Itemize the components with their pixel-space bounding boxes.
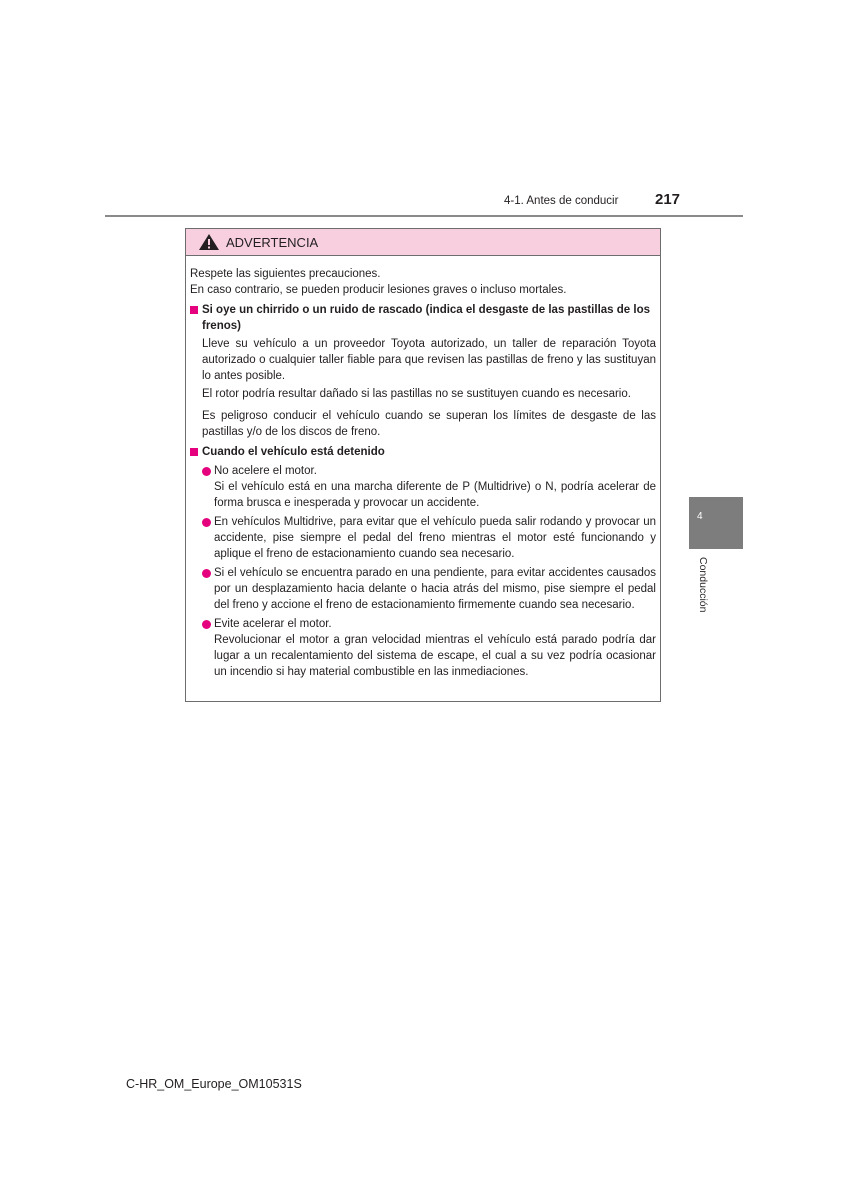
list-item: [190, 463, 656, 511]
list-item: [190, 616, 656, 680]
warning-title: ADVERTENCIA: [226, 234, 319, 250]
list-item: [190, 565, 656, 613]
page-header-section: 4-1. Antes de conducir: [504, 195, 619, 207]
brake-paragraph-1: Lleve su vehículo a un proveedor Toyota autorizado, un taller de reparación Toyota autorizado o cualquier taller fiable para que revisen las pastillas de freno y las sustituyan lo antes posible.: [202, 338, 656, 382]
bullet-line: Si el vehículo se encuentra parado en una pendiente, para evitar accidentes causados por un desplazamiento hacia delante o hacia atrás del mismo, pise siempre el pedal del freno y accione el freno de estacionamiento firmemente cuando sea necesario.: [214, 567, 656, 611]
page-number: 217: [655, 191, 681, 208]
warning-body: [186, 256, 660, 680]
list-item: [190, 514, 656, 562]
warning-box: [185, 228, 661, 702]
footer-document-code: C-HR_OM_Europe_OM10531S: [126, 1077, 302, 1091]
round-bullet-icon: [202, 569, 211, 578]
bullet-line: Revolucionar el motor a gran velocidad mientras el vehículo está parado podría dar lugar a un recalentamiento del sistema de escape, el cual a su vez podría ocasionar un incendio si hay material combustible en las inmediaciones.: [214, 634, 656, 678]
warning-triangle-icon: [198, 233, 220, 251]
section-heading-stopped: [190, 444, 656, 460]
brake-paragraph-3: Es peligroso conducir el vehículo cuando se superan los límites de desgaste de las pastillas y/o de los discos de freno.: [202, 410, 656, 438]
section-heading-brake-noise: [190, 302, 656, 334]
warning-intro-2: En caso contrario, se pueden producir lesiones graves o incluso mortales.: [190, 284, 567, 296]
bullet-line: Si el vehículo está en una marcha diferente de P (Multidrive) o N, podría acelerar de forma brusca e inesperada y provocar un accidente.: [214, 481, 656, 509]
square-bullet-icon: [190, 306, 198, 314]
round-bullet-icon: [202, 518, 211, 527]
bullet-line: No acelere el motor.: [214, 465, 317, 477]
warning-header: [186, 229, 660, 256]
header-rule: [105, 215, 743, 217]
section-heading-text: Si oye un chirrido o un ruido de rascado (indica el desgaste de las pastillas de los frenos): [202, 304, 650, 332]
round-bullet-icon: [202, 467, 211, 476]
chapter-tab-label: Conducción: [697, 557, 709, 613]
section-heading-text: Cuando el vehículo está detenido: [202, 446, 385, 458]
brake-paragraph-2: El rotor podría resultar dañado si las pastillas no se sustituyen cuando es necesario.: [202, 388, 631, 400]
square-bullet-icon: [190, 448, 198, 456]
round-bullet-icon: [202, 620, 211, 629]
bullet-line: En vehículos Multidrive, para evitar que el vehículo pueda salir rodando y provocar un accidente, pise siempre el pedal del freno mientras el motor esté funcionando y aplique el freno de estacionamiento cuando sea necesario.: [214, 516, 656, 560]
chapter-tab-number: 4: [697, 511, 703, 522]
bullet-line: Evite acelerar el motor.: [214, 618, 332, 630]
chapter-tab: [689, 497, 743, 549]
warning-intro-1: Respete las siguientes precauciones.: [190, 268, 381, 280]
